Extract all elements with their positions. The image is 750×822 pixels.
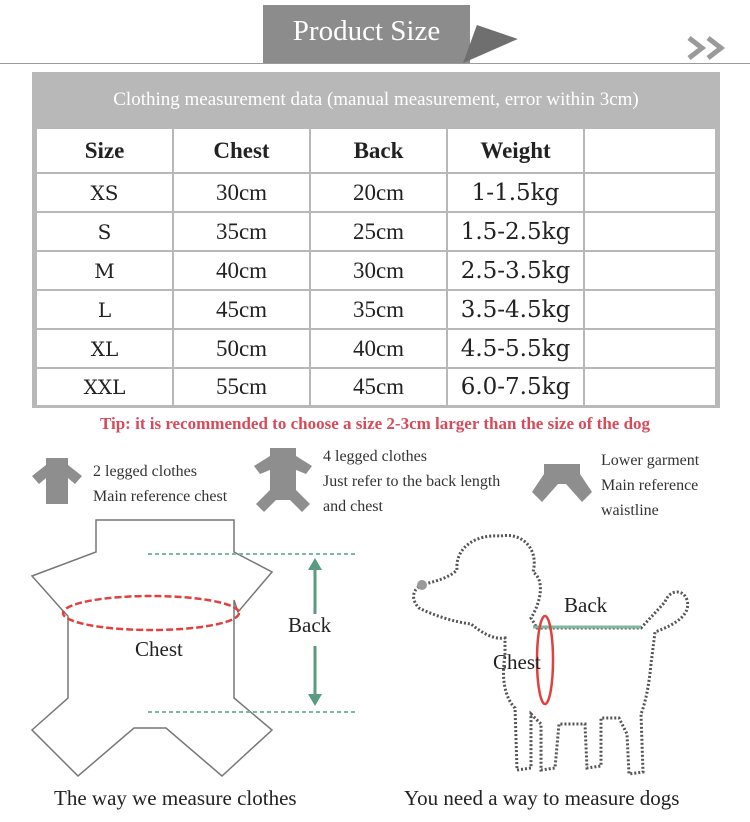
clothes-diagram (30, 518, 370, 780)
table-cell-weight: 6.0-7.5kg (447, 368, 584, 406)
garment-note-four-legged (323, 444, 500, 519)
table-cell-back: 30cm (310, 251, 447, 290)
table-cell-chest: 35cm (173, 212, 310, 251)
double-chevron-right-icon (686, 36, 738, 60)
column-header-size: Size (36, 128, 173, 173)
table-cell-weight: 2.5-3.5kg (447, 251, 584, 290)
table-cell-empty (584, 173, 716, 212)
dog-back-label: Back (564, 593, 608, 617)
garment-note-line: 2 legged clothes (93, 463, 197, 480)
table-cell-chest: 55cm (173, 368, 310, 406)
table-cell-weight: 3.5-4.5kg (447, 290, 584, 329)
column-header-empty (584, 128, 716, 173)
table-cell-back: 35cm (310, 290, 447, 329)
table-cell-empty (584, 212, 716, 251)
table-cell-back: 20cm (310, 173, 447, 212)
table-cell-size: XS (36, 173, 173, 212)
dog-chest-label: Chest (493, 650, 541, 674)
table-cell-back: 25cm (310, 212, 447, 251)
table-cell-chest: 30cm (173, 173, 310, 212)
table-cell-back: 40cm (310, 329, 447, 368)
garment-note-line: Lower garment (601, 452, 700, 469)
dog-outline (414, 535, 688, 774)
size-table-caption: Clothing measurement data (manual measurement, error within 3cm) (113, 89, 639, 110)
table-cell-size: XL (36, 329, 173, 368)
size-table (36, 128, 716, 406)
table-cell-empty (584, 251, 716, 290)
garment-note-two-legged (93, 459, 227, 509)
header-divider (0, 63, 750, 64)
dog-nose (417, 580, 427, 590)
clothes-caption: The way we measure clothes (54, 786, 297, 810)
table-cell-weight: 1-1.5kg (447, 173, 584, 212)
table-cell-chest: 40cm (173, 251, 310, 290)
table-cell-size: M (36, 251, 173, 290)
table-cell-chest: 50cm (173, 329, 310, 368)
clothes-back-label: Back (288, 613, 332, 637)
table-cell-chest: 45cm (173, 290, 310, 329)
table-cell-size: XXL (36, 368, 173, 406)
table-cell-size: L (36, 290, 173, 329)
garment-note-line: Main reference (601, 477, 699, 494)
lower-garment-icon (530, 462, 594, 506)
clothes-chest-label: Chest (135, 637, 183, 661)
garment-note-line: Just refer to the back length (323, 473, 501, 490)
garment-note-lower (601, 448, 699, 523)
table-cell-back: 45cm (310, 368, 447, 406)
dog-diagram (405, 528, 705, 783)
table-cell-empty (584, 290, 716, 329)
column-header-chest: Chest (173, 128, 310, 173)
table-cell-size: S (36, 212, 173, 251)
page-title: Product Size (292, 15, 441, 47)
table-cell-weight: 4.5-5.5kg (447, 329, 584, 368)
garment-note-line: and chest (323, 498, 383, 515)
column-header-back: Back (310, 128, 447, 173)
garment-note-line: waistline (601, 502, 659, 519)
back-arrowhead-down (308, 694, 322, 706)
four-legged-shirt-icon (252, 446, 314, 514)
garment-note-line: 4 legged clothes (323, 448, 427, 465)
back-arrowhead-up (308, 558, 322, 570)
table-cell-empty (584, 368, 716, 406)
garment-note-line: Main reference chest (93, 488, 228, 505)
header-tab-shadow (463, 25, 523, 63)
dog-caption: You need a way to measure dogs (404, 786, 680, 810)
two-legged-shirt-icon (30, 456, 84, 506)
column-header-weight: Weight (447, 128, 584, 173)
table-cell-empty (584, 329, 716, 368)
size-tip: Tip: it is recommended to choose a size 2-3cm larger than the size of the dog (99, 414, 651, 433)
table-cell-weight: 1.5-2.5kg (447, 212, 584, 251)
